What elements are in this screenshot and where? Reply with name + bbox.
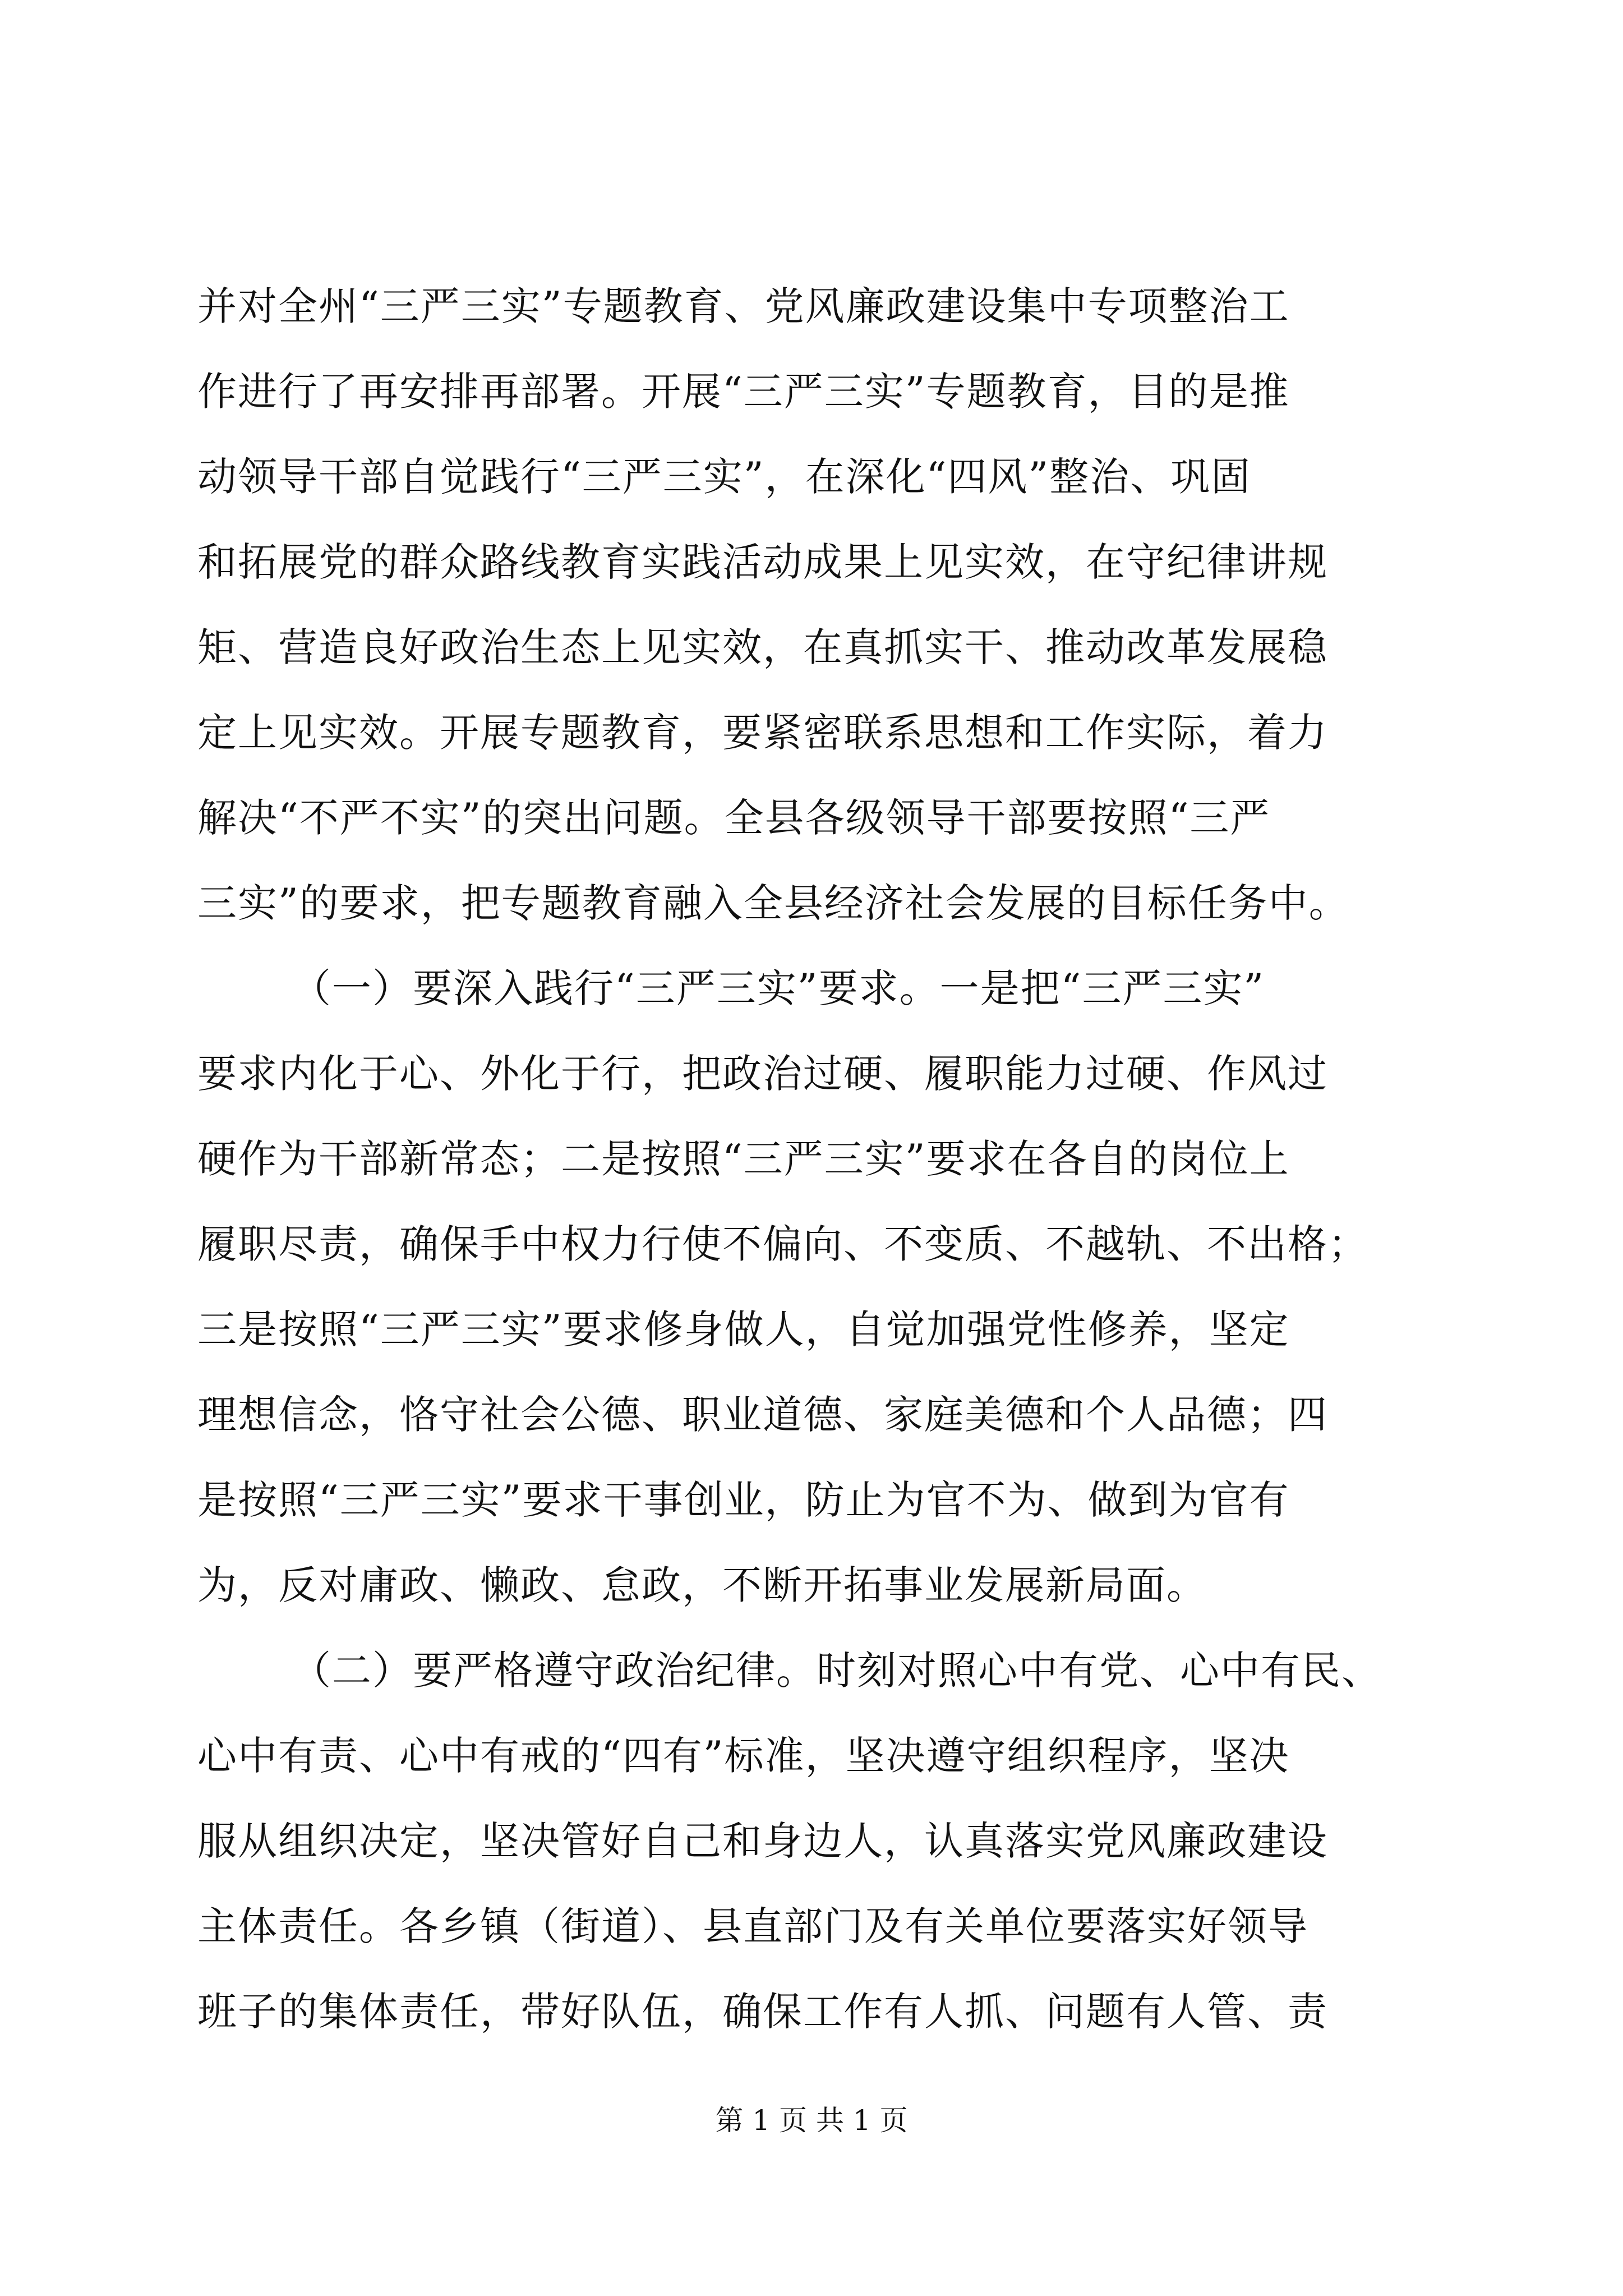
text-line: 并对全州“三严三实”专题教育、党风廉政建设集中专项整治工 <box>197 283 1290 329</box>
paragraph-heading-2: （二）要严格遵守政治纪律。时刻对照心中有党、心中有民、 <box>292 1648 1382 1694</box>
page-footer <box>0 2101 1623 2140</box>
text-line: 服从组织决定，坚决管好自己和身边人，认真落实党风廉政建设 <box>197 1818 1328 1864</box>
text-line: 班子的集体责任，带好队伍，确保工作有人抓、问题有人管、责 <box>197 1989 1328 2035</box>
text-line: 心中有责、心中有戒的“四有”标准，坚决遵守组织程序，坚决 <box>197 1733 1290 1779</box>
text-line: 解决“不严不实”的突出问题。全县各级领导干部要按照“三严 <box>197 795 1271 841</box>
text-line: 履职尽责，确保手中权力行使不偏向、不变质、不越轨、不出格； <box>197 1221 1368 1267</box>
text-line: 三实”的要求，把专题教育融入全县经济社会发展的目标任务中。 <box>197 880 1349 926</box>
text-line: 定上见实效。开展专题教育，要紧密联系思想和工作实际，着力 <box>197 710 1328 756</box>
document-body <box>197 264 1426 2054</box>
text-line: 作进行了再安排再部署。开展“三严三实”专题教育，目的是推 <box>197 369 1290 415</box>
text-line: 硬作为干部新常态；二是按照“三严三实”要求在各自的岗位上 <box>197 1136 1290 1182</box>
text-line: 主体责任。各乡镇（街道）、县直部门及有关单位要落实好领导 <box>197 1903 1308 1949</box>
text-line: 是按照“三严三实”要求干事创业，防止为官不为、做到为官有 <box>197 1477 1290 1523</box>
page-number: 第 1 页 共 1 页 <box>715 2104 908 2137</box>
text-line: 为，反对庸政、懒政、怠政，不断开拓事业发展新局面。 <box>197 1562 1207 1608</box>
text-line: 理想信念，恪守社会公德、职业道德、家庭美德和个人品德；四 <box>197 1392 1328 1438</box>
text-line: 三是按照“三严三实”要求修身做人，自觉加强党性修养，坚定 <box>197 1306 1290 1352</box>
text-line: 矩、营造良好政治生态上见实效，在真抓实干、推动改革发展稳 <box>197 624 1328 670</box>
paragraph-heading-1: （一）要深入践行“三严三实”要求。一是把“三严三实” <box>292 965 1265 1011</box>
text-line: 和拓展党的群众路线教育实践活动成果上见实效，在守纪律讲规 <box>197 539 1328 585</box>
text-line: 动领导干部自觉践行“三严三实”，在深化“四风”整治、巩固 <box>197 454 1252 500</box>
text-line: 要求内化于心、外化于行，把政治过硬、履职能力过硬、作风过 <box>197 1051 1328 1097</box>
